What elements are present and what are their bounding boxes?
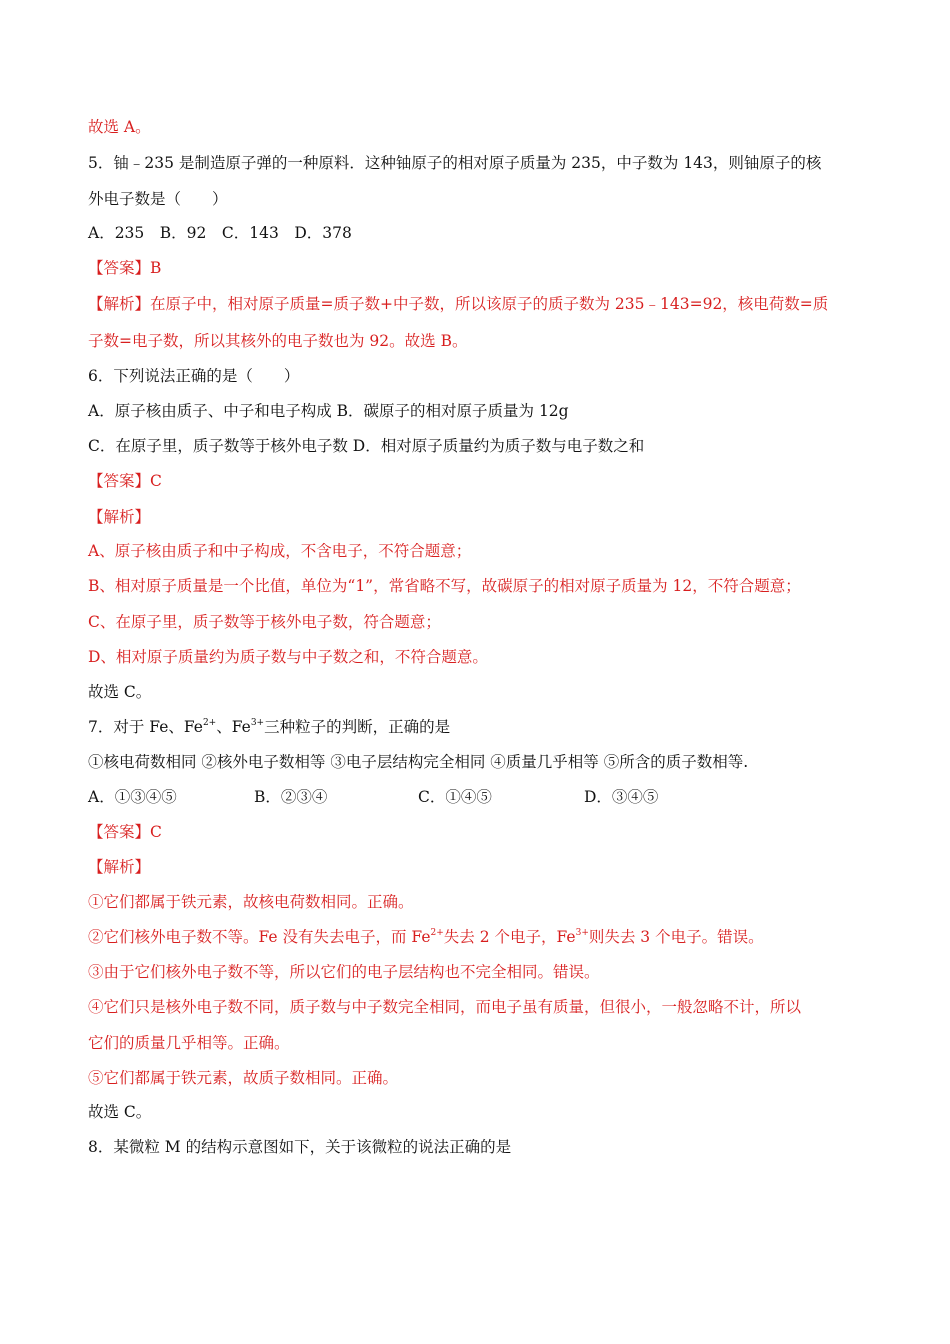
q7-analysis-5: ⑤它们都属于铁元素，故质子数相同。正确。 <box>88 1069 399 1087</box>
answer-label: 【答案】 <box>88 259 151 277</box>
q7-option-d: D．③④⑤ <box>584 788 659 806</box>
stem-text: 、Fe <box>216 718 251 736</box>
q7-analysis-3: ③由于它们核外电子数不等，所以它们的电子层结构也不完全相同。错误。 <box>88 963 600 981</box>
q7-analysis-4-line1: ④它们只是核外电子数不同，质子数与中子数完全相同，而电子虽有质量，但很小，一般忽略不计，所以 <box>88 998 802 1016</box>
q7-option-c: C．①④⑤ <box>418 788 492 806</box>
q7-statements: ①核电荷数相同 ②核外电子数相等 ③电子层结构完全相同 ④质量几乎相等 ⑤所含的质子数相等. <box>88 753 749 771</box>
q7-conclusion: 故选 C。 <box>88 1103 152 1121</box>
q5-options: A．235 B．92 C．143 D．378 <box>88 224 352 242</box>
stem-text: 三种粒子的判断，正确的是 <box>264 718 451 736</box>
q6-answer <box>88 471 162 491</box>
q8-stem: 8．某微粒 M 的结构示意图如下，关于该微粒的说法正确的是 <box>88 1138 512 1156</box>
q6-stem: 6．下列说法正确的是（ ） <box>88 367 300 385</box>
q7-analysis-4-line2: 它们的质量几乎相等。正确。 <box>88 1034 290 1052</box>
analysis-label: 【解析】 <box>88 295 151 313</box>
charge-superscript: 2+ <box>430 928 444 938</box>
analysis-text: ②它们核外电子数不等。Fe 没有失去电子，而 Fe <box>88 928 431 946</box>
answer-value: B <box>150 259 162 277</box>
q7-answer <box>88 822 162 842</box>
stem-text: 7．对于 Fe、Fe <box>88 718 203 736</box>
analysis-text: 则失去 3 个电子。错误。 <box>588 928 764 946</box>
q5-stem-line1: 5．铀﹣235 是制造原子弹的一种原料．这种铀原子的相对原子质量为 235，中子数为 143，则铀原子的核 <box>88 154 822 172</box>
q6-analysis-c: C、在原子里，质子数等于核外电子数，符合题意； <box>88 613 441 631</box>
answer-label: 【答案】 <box>88 823 151 841</box>
answer-label: 【答案】 <box>88 472 151 490</box>
charge-superscript: 3+ <box>575 928 589 938</box>
q6-options-line2: C．在原子里，质子数等于核外电子数 D．相对原子质量约为质子数与电子数之和 <box>88 437 645 455</box>
q5-answer <box>88 258 161 278</box>
q5-stem-line2: 外电子数是（ ） <box>88 190 228 208</box>
analysis-text: 失去 2 个电子，Fe <box>443 928 576 946</box>
q6-analysis-d: D、相对原子质量约为质子数与中子数之和，不符合题意。 <box>88 648 488 666</box>
q6-conclusion: 故选 C。 <box>88 683 152 701</box>
charge-superscript: 2+ <box>202 718 217 728</box>
q6-analysis-label: 【解析】 <box>88 508 151 526</box>
analysis-text: 在原子中，相对原子质量=质子数+中子数，所以该原子的质子数为 235﹣143=92，核电荷数=质 <box>150 295 829 313</box>
q6-options-line1: A．原子核由质子、中子和电子构成 B．碳原子的相对原子质量为 12g <box>88 402 569 420</box>
prev-conclusion: 故选 A。 <box>88 118 151 136</box>
answer-value: C <box>150 823 162 841</box>
q7-analysis-1: ①它们都属于铁元素，故核电荷数相同。正确。 <box>88 893 414 911</box>
q7-option-a: A．①③④⑤ <box>88 788 177 806</box>
q7-stem <box>88 717 450 737</box>
q6-analysis-b: B、相对原子质量是一个比值，单位为“1”，常省略不写，故碳原子的相对原子质量为 12，不符合题意； <box>88 577 801 595</box>
q7-analysis-label: 【解析】 <box>88 858 151 876</box>
q7-option-b: B．②③④ <box>254 788 328 806</box>
charge-superscript: 3+ <box>250 718 265 728</box>
q7-analysis-2 <box>88 927 764 947</box>
q5-analysis-line2: 子数=电子数，所以其核外的电子数也为 92。故选 B。 <box>88 332 468 350</box>
answer-value: C <box>150 472 162 490</box>
q6-analysis-a: A、原子核由质子和中子构成，不含电子，不符合题意； <box>88 542 472 560</box>
q5-analysis-line1 <box>88 294 828 314</box>
q7-options <box>88 787 658 807</box>
